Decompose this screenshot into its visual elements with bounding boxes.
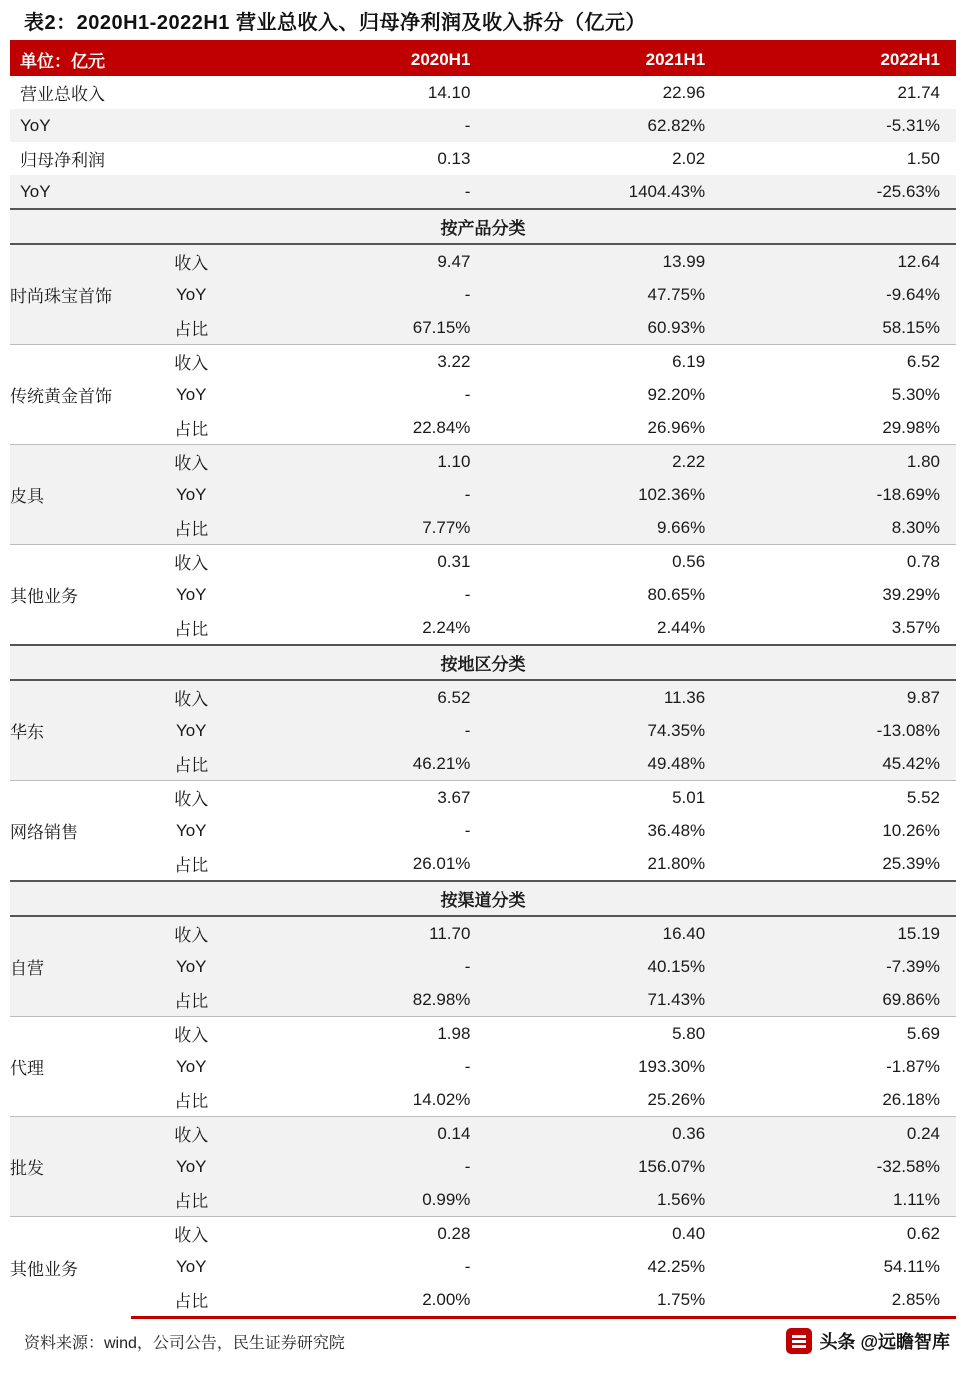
metric-value: 36.48%	[647, 820, 706, 840]
metric-value: 60.93%	[647, 317, 706, 337]
summary-value: 1.50	[906, 148, 940, 168]
table-row	[10, 1283, 956, 1318]
group-label: 代理	[10, 1017, 131, 1117]
metric-value: 80.65%	[647, 584, 706, 604]
metric-label: 占比	[174, 620, 209, 639]
header-col-1: 2020H1	[252, 43, 487, 76]
table-row	[10, 983, 956, 1017]
metric-value: -	[464, 720, 471, 740]
metric-value: 67.15%	[412, 317, 471, 337]
page-title: 表2：2020H1-2022H1 营业总收入、归母净利润及收入拆分（亿元）	[24, 11, 646, 34]
metric-value: -7.39%	[886, 956, 940, 976]
metric-label: 收入	[131, 445, 252, 479]
metric-value: 29.98%	[882, 417, 940, 437]
metric-value: 2.22	[486, 445, 721, 479]
metric-value: 5.01	[486, 781, 721, 815]
metric-value: 13.99	[662, 251, 706, 271]
summary-value: 1404.43%	[628, 181, 706, 201]
metric-value: 0.28	[252, 1217, 487, 1251]
summary-value: -	[464, 115, 471, 135]
metric-label: YoY	[175, 1156, 207, 1176]
metric-label: 占比	[174, 420, 209, 439]
metric-value: 2.85%	[721, 1283, 956, 1318]
summary-label: YoY	[20, 115, 51, 135]
summary-value: -25.63%	[876, 181, 940, 201]
metric-value: 47.75%	[647, 284, 706, 304]
summary-value: 14.10	[427, 82, 471, 102]
metric-value: 74.35%	[647, 720, 706, 740]
metric-value: 9.87	[906, 687, 940, 707]
metric-value: -13.08%	[876, 720, 940, 740]
metric-label: YoY	[175, 384, 207, 404]
metric-value: 0.40	[486, 1217, 721, 1251]
group-label: 华东	[10, 723, 44, 742]
metric-value: -	[464, 284, 471, 304]
metric-value: 3.67	[252, 781, 487, 815]
table-row	[10, 814, 956, 847]
metric-value: 69.86%	[882, 989, 940, 1009]
metric-label: 占比	[174, 1192, 209, 1211]
metric-label: YoY	[175, 484, 207, 504]
header-unit-cell: 单位：亿元	[10, 43, 252, 76]
metric-label: YoY	[175, 820, 207, 840]
metric-label: 收入	[131, 1017, 252, 1051]
metric-label: YoY	[175, 584, 207, 604]
metric-value: 5.69	[721, 1017, 956, 1051]
metric-value: 0.78	[721, 545, 956, 579]
summary-label: YoY	[20, 181, 51, 201]
table-row	[10, 511, 956, 545]
metric-label: 占比	[174, 856, 209, 875]
metric-value: -	[464, 1056, 471, 1076]
table-row	[10, 1150, 956, 1183]
table-row	[10, 545, 956, 579]
metric-label: 占比	[174, 1092, 209, 1111]
metric-value: 5.52	[721, 781, 956, 815]
metric-value: 40.15%	[647, 956, 706, 976]
table-row	[10, 950, 956, 983]
metric-value: 54.11%	[883, 1256, 940, 1276]
group-label: 传统黄金首饰	[10, 345, 131, 445]
summary-value: 2.02	[672, 148, 706, 168]
metric-value: 1.75%	[486, 1283, 721, 1318]
metric-value: 26.01%	[412, 853, 471, 873]
metric-value: 49.48%	[647, 753, 706, 773]
summary-value: -5.31%	[886, 115, 940, 135]
metric-value: 0.56	[486, 545, 721, 579]
metric-value: 1.11%	[893, 1189, 940, 1209]
metric-value: 8.30%	[891, 517, 940, 537]
group-label: 批发	[10, 1117, 131, 1217]
metric-value: 1.98	[252, 1017, 487, 1051]
metric-value: 7.77%	[422, 517, 471, 537]
table-row	[10, 445, 956, 479]
table-row	[10, 1250, 956, 1283]
metric-value: 3.57%	[891, 617, 940, 637]
metric-value: 22.84%	[412, 417, 471, 437]
metric-value: 0.99%	[422, 1189, 471, 1209]
metric-value: -	[464, 584, 471, 604]
metric-value: 11.70	[429, 923, 471, 943]
metric-value: 14.02%	[412, 1089, 471, 1109]
metric-value: 26.96%	[647, 417, 706, 437]
metric-value: 1.56%	[656, 1189, 706, 1209]
metric-value: 102.36%	[638, 484, 706, 504]
table-row	[10, 478, 956, 511]
summary-label: 归母净利润	[20, 151, 105, 170]
table-footer	[10, 1319, 956, 1363]
metric-label: 收入	[131, 1217, 252, 1251]
metric-value: 16.40	[662, 923, 706, 943]
metric-value: 6.52	[721, 345, 956, 379]
metric-label: 收入	[131, 545, 252, 579]
metric-value: 1.80	[721, 445, 956, 479]
table-row	[10, 1050, 956, 1083]
summary-value: 62.82%	[647, 115, 706, 135]
metric-label: 收入	[174, 926, 209, 945]
metric-label: 收入	[131, 781, 252, 815]
table-row	[10, 680, 956, 714]
table-row	[10, 714, 956, 747]
metric-value: -1.87%	[886, 1056, 940, 1076]
metric-value: 71.43%	[647, 989, 706, 1009]
metric-label: 收入	[174, 690, 209, 709]
summary-label: 营业总收入	[20, 85, 105, 104]
section-title: 按地区分类	[10, 645, 956, 680]
table-row	[10, 76, 956, 109]
metric-value: 15.19	[897, 923, 940, 943]
metric-label: 收入	[131, 345, 252, 379]
table-row	[10, 109, 956, 142]
metric-label: 收入	[131, 1117, 252, 1151]
header-col-2: 2021H1	[486, 43, 721, 76]
table-row	[10, 611, 956, 645]
metric-value: 26.18%	[882, 1089, 940, 1109]
group-label: 其他业务	[10, 545, 131, 646]
metric-label: YoY	[175, 284, 207, 304]
group-label: 自营	[10, 959, 44, 978]
metric-value: 6.52	[437, 687, 471, 707]
metric-value: 45.42%	[882, 753, 940, 773]
table-row	[10, 378, 956, 411]
section-title: 按渠道分类	[10, 881, 956, 916]
group-label: 皮具	[10, 445, 131, 545]
metric-label: 占比	[174, 992, 209, 1011]
table-row	[10, 1117, 956, 1151]
table-row	[10, 175, 956, 209]
metric-value: 3.22	[252, 345, 487, 379]
metric-value: -18.69%	[876, 484, 940, 504]
metric-value: 5.30%	[891, 384, 940, 404]
table-row	[10, 847, 956, 881]
metric-value: -	[464, 1256, 471, 1276]
toutiao-logo-icon	[786, 1328, 812, 1354]
metric-value: -	[464, 384, 471, 404]
metric-value: -32.58%	[876, 1156, 940, 1176]
metric-value: 6.19	[486, 345, 721, 379]
table-row	[10, 345, 956, 379]
table-row	[10, 781, 956, 815]
metric-value: 2.24%	[422, 617, 471, 637]
metric-value: 21.80%	[647, 853, 706, 873]
table-row	[10, 1017, 956, 1051]
metric-value: 0.31	[252, 545, 487, 579]
metric-label: YoY	[175, 1256, 207, 1276]
metric-value: 5.80	[486, 1017, 721, 1051]
metric-value: 1.10	[252, 445, 487, 479]
table-row	[10, 916, 956, 950]
section-header-row	[10, 645, 956, 680]
metric-value: 0.62	[721, 1217, 956, 1251]
table-row	[10, 1217, 956, 1251]
table-row	[10, 747, 956, 781]
metric-value: 10.26%	[882, 820, 940, 840]
metric-value: 9.66%	[656, 517, 706, 537]
metric-label: 占比	[174, 520, 209, 539]
metric-value: 2.00%	[252, 1283, 487, 1318]
table-header-row	[10, 43, 956, 76]
metric-value: 156.07%	[638, 1156, 706, 1176]
metric-label: YoY	[175, 720, 207, 740]
metric-label: 占比	[174, 320, 209, 339]
table-row	[10, 244, 956, 278]
summary-value: 0.13	[437, 148, 471, 168]
section-header-row	[10, 209, 956, 244]
metric-label: YoY	[175, 956, 207, 976]
group-label: 时尚珠宝首饰	[10, 287, 112, 306]
metric-value: 11.36	[663, 687, 706, 707]
table-row	[10, 1183, 956, 1217]
metric-value: 92.20%	[647, 384, 706, 404]
metric-label: 占比	[131, 1283, 252, 1318]
metric-value: 12.64	[897, 251, 940, 271]
table-row	[10, 1083, 956, 1117]
metric-value: -	[464, 484, 471, 504]
table-row	[10, 142, 956, 175]
metric-value: 0.14	[252, 1117, 487, 1151]
metric-value: 25.26%	[647, 1089, 706, 1109]
metric-value: -	[464, 1156, 471, 1176]
brand-label: 头条 @远瞻智库	[819, 1332, 950, 1352]
metric-value: 42.25%	[647, 1256, 706, 1276]
header-col-3: 2022H1	[721, 43, 956, 76]
table-row	[10, 578, 956, 611]
financial-table	[10, 43, 956, 1319]
metric-value: 0.36	[486, 1117, 721, 1151]
metric-value: 39.29%	[882, 584, 940, 604]
metric-value: -	[464, 820, 471, 840]
summary-value: 22.96	[662, 82, 706, 102]
metric-value: 25.39%	[882, 853, 940, 873]
group-label: 网络销售	[10, 781, 131, 882]
metric-value: -9.64%	[886, 284, 940, 304]
source-note: 资料来源：wind，公司公告，民生证券研究院	[24, 1334, 345, 1352]
section-header-row	[10, 881, 956, 916]
group-label: 其他业务	[10, 1217, 131, 1318]
metric-value: 9.47	[437, 251, 471, 271]
summary-value: 21.74	[897, 82, 940, 102]
metric-value: 58.15%	[882, 317, 940, 337]
section-title: 按产品分类	[10, 209, 956, 244]
table-row	[10, 278, 956, 311]
table-row	[10, 311, 956, 345]
metric-value: 193.30%	[638, 1056, 706, 1076]
metric-label: 收入	[174, 254, 209, 273]
table-row	[10, 411, 956, 445]
metric-value: -	[464, 956, 471, 976]
metric-label: YoY	[175, 1056, 207, 1076]
metric-value: 2.44%	[656, 617, 706, 637]
summary-value: -	[464, 181, 471, 201]
table-title-bar	[10, 0, 956, 43]
metric-label: 占比	[174, 756, 209, 775]
metric-value: 46.21%	[412, 753, 471, 773]
brand-watermark	[786, 1328, 950, 1354]
metric-value: 0.24	[721, 1117, 956, 1151]
metric-value: 82.98%	[412, 989, 471, 1009]
